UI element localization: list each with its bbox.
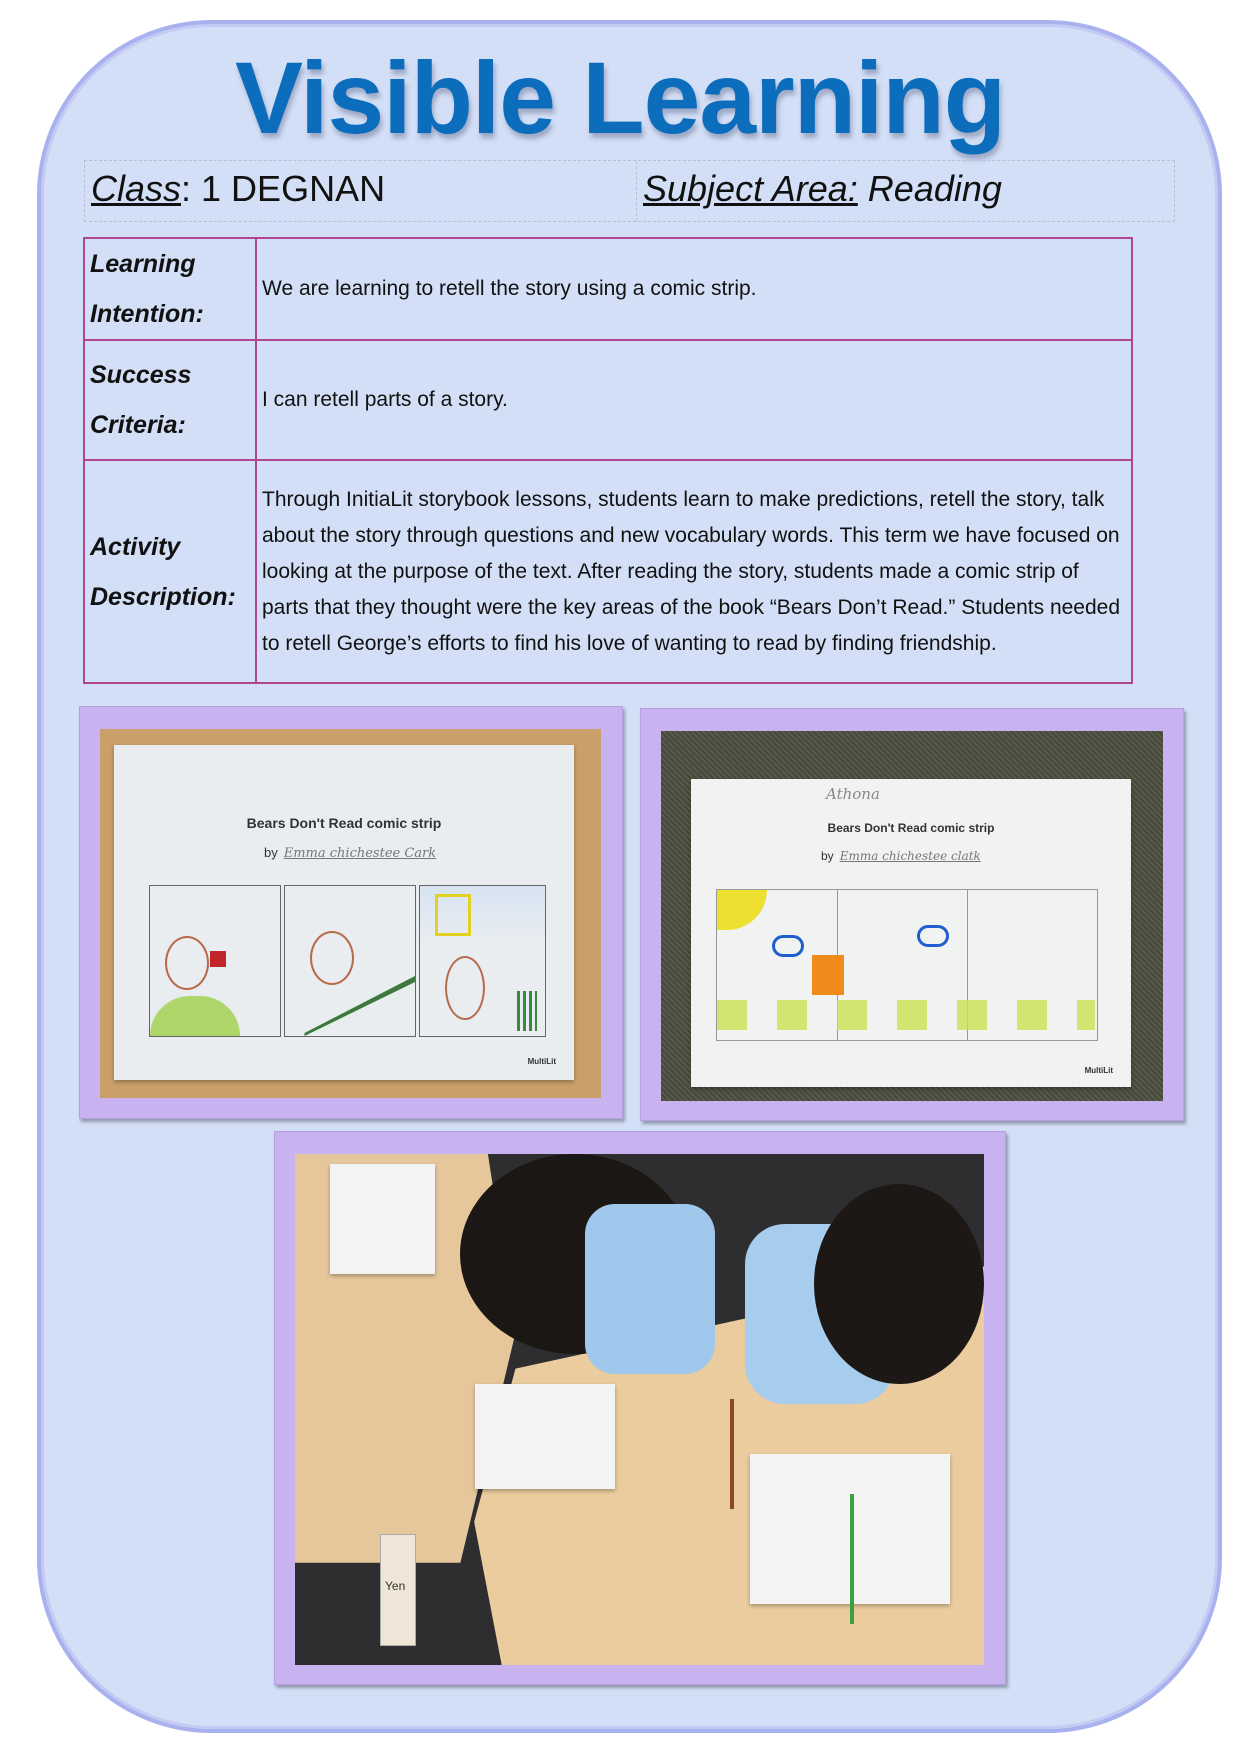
worksheet: [475, 1384, 615, 1489]
row-label: [84, 238, 256, 340]
learning-table: [83, 237, 1133, 684]
brand-logo: MultiLit: [527, 1057, 556, 1066]
comic-panels: [716, 889, 1098, 1041]
subject-value: Reading: [857, 168, 1002, 209]
row-value: We are learning to retell the story using a comic strip.: [256, 238, 1132, 340]
worksheet-title: Bears Don't Read comic strip: [827, 821, 995, 835]
table-row-activity-description: [84, 460, 1132, 683]
page-title: Visible Learning: [234, 41, 1006, 155]
photo-students-working: [274, 1131, 1006, 1685]
author-name: Emma chichestee clatk: [839, 849, 981, 863]
photo-image: [100, 729, 601, 1098]
book-drawing: [210, 951, 226, 967]
class-subject-row: [84, 160, 1175, 222]
label-line: Intention:: [90, 300, 204, 328]
row-value: Through InitiaLit storybook lessons, students learn to make predictions, retell the story, talk about the story through questions and new vocabulary words. This term we have focused on looking at the purpose of the text. After reading the story, students made a comic strip of parts that they thought were the key areas of the book “Bears Don’t Read.” Students needed to retell George’s efforts to find his love of wanting to read by finding friendship.: [256, 460, 1132, 683]
sun-drawing: [717, 890, 767, 930]
bear-drawing: [445, 956, 485, 1020]
row-label: [84, 460, 256, 683]
grass-drawing: [717, 1000, 1095, 1030]
class-label: Class: [91, 168, 182, 209]
student-shirt: [585, 1204, 715, 1374]
comic-panel: [284, 885, 416, 1037]
worksheet-title: Bears Don't Read comic strip: [246, 815, 442, 831]
label-line: Criteria:: [90, 411, 186, 439]
pencil: [730, 1399, 734, 1509]
bear-drawing: [310, 931, 354, 985]
cloud-drawing: [917, 925, 949, 947]
label-line: Activity: [90, 532, 181, 561]
by-label: by: [264, 845, 278, 860]
author-name: Emma chichestee Cark: [283, 846, 437, 861]
pencil: [850, 1494, 854, 1624]
subject-field: [636, 161, 1174, 221]
worksheet: [691, 779, 1131, 1087]
name-tag: [380, 1534, 416, 1646]
label-line: Learning: [90, 250, 196, 278]
worksheet: [114, 745, 574, 1080]
cloud-drawing: [772, 935, 804, 957]
name-tag-text: Yen: [385, 1579, 406, 1593]
row-label: [84, 340, 256, 460]
house-drawing: [812, 955, 844, 995]
comic-panel: [419, 885, 546, 1037]
worksheet-author: [264, 845, 436, 861]
photo-image: [295, 1154, 984, 1665]
label-line: Success: [90, 361, 192, 389]
comic-panel: [149, 885, 281, 1037]
student-head: [814, 1184, 984, 1384]
class-field: [85, 161, 636, 221]
worksheet-author: [821, 849, 981, 863]
photo-comic-strip-1: [79, 706, 623, 1119]
student-name: Athona: [826, 785, 880, 803]
subject-label: Subject Area:: [643, 168, 858, 209]
table-row-learning-intention: [84, 238, 1132, 340]
class-value: : 1 DEGNAN: [181, 168, 386, 209]
table-row-success-criteria: [84, 340, 1132, 460]
grass-drawing: [517, 991, 537, 1031]
brand-logo: MultiLit: [1084, 1066, 1113, 1075]
label-line: Description:: [90, 582, 236, 611]
by-label: by: [821, 849, 834, 863]
worksheet: [330, 1164, 435, 1274]
row-value: I can retell parts of a story.: [256, 340, 1132, 460]
bear-drawing: [165, 936, 209, 990]
photo-comic-strip-2: [640, 708, 1184, 1121]
window-drawing: [435, 894, 471, 936]
photo-image: [661, 731, 1163, 1101]
grass-drawing: [150, 996, 240, 1036]
